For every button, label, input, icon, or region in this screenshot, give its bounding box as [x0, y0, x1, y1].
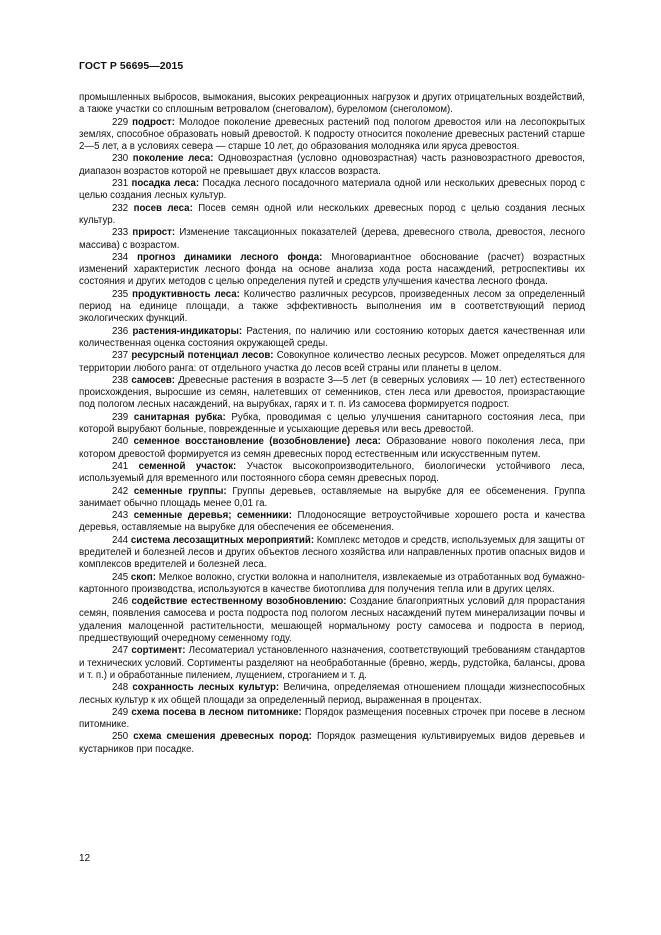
entry-term: посев леса:: [133, 202, 193, 214]
entry-number: 244: [112, 534, 129, 546]
entry-definition: Комплекс методов и средств, используемых для защиты от вредителей и болезней лесов и других объектов лесного хозяйства или направленных против опасных видов и комплексов вредителей и болезней леса.: [79, 534, 585, 571]
entry-definition: Многовариантное обоснование (расчет) возрастных изменений характеристик лесного фонда на основе анализа хода роста насаждений, ретроспективы их состояния и других методов с целью определения путей и средств улучшения качества лесного фонда.: [79, 251, 585, 288]
term-entry-234: [79, 252, 585, 289]
entry-term: семенные деревья; семенники:: [133, 510, 292, 522]
entry-definition: Величина, определяемая отношением площади жизнеспособных лесных культур к их общей площади за определенный период, выраженная в процентах.: [79, 682, 585, 706]
entry-number: 247: [112, 645, 129, 657]
term-entry-243: [79, 510, 585, 535]
entry-number: 240: [112, 436, 129, 448]
entry-term: продуктивность леса:: [132, 288, 240, 300]
term-entry-250: [79, 731, 585, 756]
term-entry-229: [79, 117, 585, 154]
entry-term: санитарная рубка:: [133, 411, 226, 423]
entry-definition: Порядок размещения посевных строчек при посеве в лесном питомнике.: [79, 706, 585, 731]
term-entry-232: [79, 203, 585, 228]
entry-number: 249: [112, 706, 129, 718]
entry-definition: Группы деревьев, оставляемые на вырубке для ее обсеменения. Группа занимает обычно площадь менее 0,01 га.: [79, 485, 585, 509]
entry-definition: Количество различных ресурсов, произведенных лесом за определенный период на единице площади, а также эффективность выполнения им в соответствующий период экологических функций.: [79, 288, 585, 325]
entry-number: 234: [112, 251, 129, 263]
document-body: [79, 92, 585, 756]
entry-term: семенной участок:: [138, 460, 237, 472]
entry-number: 248: [112, 682, 129, 694]
entry-number: 236: [112, 325, 129, 337]
standard-header: ГОСТ Р 56695—2015: [79, 61, 184, 72]
entry-term: прогноз динамики лесного фонда:: [137, 251, 323, 263]
entry-number: 230: [112, 153, 129, 165]
term-entry-231: [79, 178, 585, 203]
term-entry-240: [79, 436, 585, 461]
entry-definition: Создание благоприятных условий для прорастания семян, появления самосева и роста подроста под пологом лесных насаждений путем минерализации почвы и удаления малоценной растительности, мешающей нормальному росту самосева и подроста в период, предшествующий очередному семенному году.: [79, 596, 585, 645]
entry-definition: Образование нового поколения леса, при котором древостой формируется из семян древесных пород естественным или искусственным путем.: [79, 436, 585, 460]
entry-definition: Растения, по наличию или состоянию которых дается качественная или количественная оценка состояния окружающей среды.: [79, 325, 585, 349]
term-entry-237: [79, 350, 585, 375]
entry-definition: Молодое поколение древесных растений под пологом древостоя или на лесопокрытых землях, способное образовать новый древостой. К подросту относится поколение древесных растений старше 2—5 лет, а в условиях севера — старше 10 лет, до образования молодняка или яруса древостоя.: [79, 116, 585, 153]
entry-definition: Изменение таксационных показателей (дерева, древесного ствола, древостоя, лесного массива) с возрастом.: [79, 227, 585, 251]
entry-term: сортимент:: [131, 645, 186, 657]
term-entry-230: [79, 153, 585, 178]
entry-number: 235: [112, 288, 129, 300]
term-entry-248: [79, 682, 585, 707]
entry-term: схема посева в лесном питомнике:: [131, 706, 302, 718]
entry-definition: Древесные растения в возрасте 3—5 лет (в северных условиях — 10 лет) естественного происхождения, выросшие из семян, налетевших от семенников, стен леса или древостоя, произрастающие под пологом лесных насаждений, на вырубках, гарях и т. п. Из самосева формируется подрост.: [79, 374, 585, 411]
entry-number: 239: [112, 411, 129, 423]
entry-term: сохранность лесных культур:: [132, 682, 280, 694]
entry-term: скоп:: [130, 571, 157, 583]
entry-number: 233: [112, 227, 129, 239]
entry-number: 243: [112, 510, 129, 522]
entry-number: 250: [112, 731, 129, 743]
entry-term: растения-индикаторы:: [132, 325, 243, 337]
entry-definition: Совокупное количество лесных ресурсов. Может определяться для территории любого ранга: от отдельного участка до лесов всей страны или планеты в целом.: [79, 350, 585, 374]
entry-number: 231: [112, 178, 129, 190]
term-entry-236: [79, 326, 585, 351]
term-entry-241: [79, 461, 585, 486]
entry-definition: Лесоматериал установленного назначения, соответствующий требованиям стандартов и технических условий. Сортименты разделяют на необработанные (бревно, жердь, рудстойка, балансы, дрова и т. п.) и обработанные пилением, лущением, строганием и т. д.: [79, 645, 585, 681]
entry-definition: Плодоносящие ветроустойчивые хорошего роста и качества деревья, оставляемые на вырубке для обеспечения ее обсеменения.: [79, 510, 585, 534]
entry-term: прирост:: [132, 227, 176, 239]
entry-definition: Участок высокопроизводительного, биологически устойчивого леса, используемый для временного или постоянного сбора семян древесных пород.: [79, 460, 585, 485]
term-entry-239: [79, 412, 585, 437]
term-entry-249: [79, 707, 585, 732]
entry-number: 237: [112, 350, 129, 362]
term-entry-238: [79, 375, 585, 412]
term-entry-244: [79, 535, 585, 572]
term-entry-246: [79, 596, 585, 645]
entry-number: 241: [112, 460, 129, 472]
entry-number: 242: [112, 485, 129, 497]
term-entry-233: [79, 227, 585, 252]
entry-term: подрост:: [132, 116, 176, 128]
entry-definition: Мелкое волокно, сгустки волокна и наполнителя, извлекаемые из отработанных вод бумажно-картонного производства, используются в качестве биотоплива для получения тепла или в других целях.: [79, 571, 586, 595]
entry-number: 232: [112, 202, 129, 214]
entry-term: семенное восстановление (возобновление) леса:: [133, 436, 381, 448]
page-number: 12: [79, 853, 91, 864]
entry-term: система лесозащитных мероприятий:: [130, 534, 315, 546]
intro-paragraph: промышленных выбросов, вымокания, высоких рекреационных нагрузок и других отрицательных воздействий, а также участки со сплошным ветровалом (снеговалом), буреломом (снеголомом).: [79, 92, 585, 116]
entry-term: самосев:: [131, 374, 176, 386]
entry-definition: Посев семян одной или нескольких древесных пород с целью создания лесных культур.: [79, 202, 585, 226]
term-entry-235: [79, 289, 585, 326]
entry-definition: Посадка лесного посадочного материала одной или нескольких древесных пород с целью создания лесных культур.: [79, 178, 585, 202]
entry-definition: Порядок размещения культивируемых видов деревьев и кустарников при посадке.: [79, 731, 585, 755]
entry-number: 246: [112, 596, 129, 608]
entry-definition: Рубка, проводимая с целью улучшения санитарного состояния леса, при которой вырубают больные, поврежденные и усыхающие деревья или весь древостой.: [79, 411, 585, 436]
entry-term: посадка леса:: [131, 178, 200, 190]
entry-definition: Одновозрастная (условно одновозрастная) часть разновозрастного древостоя, диапазон возрастов которой не превышает двух классов возраста.: [79, 153, 585, 177]
term-entry-242: [79, 486, 585, 511]
entry-term: поколение леса:: [132, 153, 214, 165]
entry-term: содействие естественному возобновлению:: [131, 596, 347, 608]
term-entry-245: [79, 572, 585, 597]
entry-term: семенные группы:: [133, 485, 227, 497]
entry-number: 245: [112, 571, 129, 583]
entry-number: 229: [112, 116, 129, 128]
entry-number: 238: [112, 374, 129, 386]
term-entry-247: [79, 645, 585, 682]
entry-term: схема смешения древесных пород:: [133, 731, 312, 743]
entry-term: ресурсный потенциал лесов:: [131, 350, 274, 362]
